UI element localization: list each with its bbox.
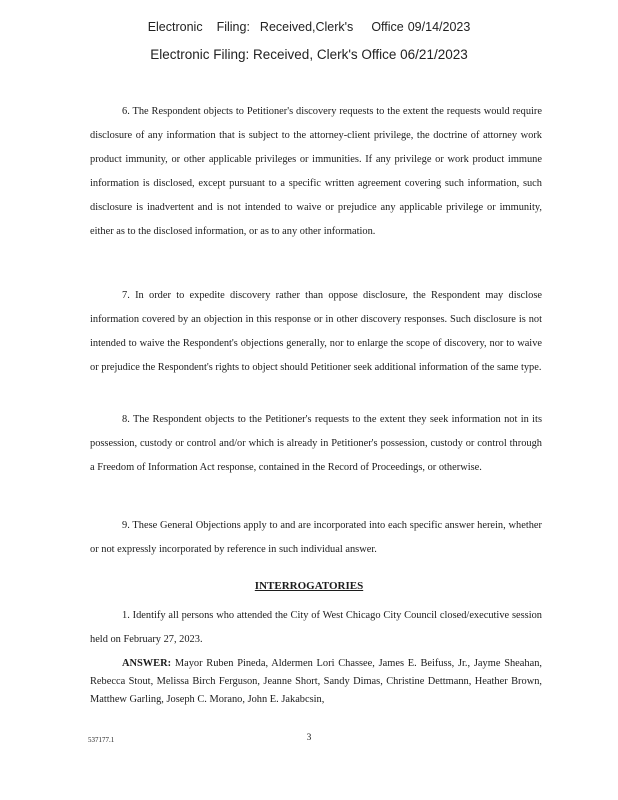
stamp-date: 09/14/2023 <box>407 20 471 34</box>
answer-text: Mayor Ruben Pineda, Aldermen Lori Chassee, James E. Beifuss, Jr., Jayme Sheahan, Rebecca Stout, Melissa Birch Ferguson, Jeanne Short, Sandy Dimas, Christine Dettmann, Heather Brown, Matthew Garling, Joseph C. Morano, John E. Jakabcsin, <box>90 658 542 705</box>
paragraph-9: 9. These General Objections apply to and are incorporated into each specific answer herein, whether or not expressly incorporated by reference in such individual answer. <box>90 520 542 555</box>
stamp-word: Received,Clerk's <box>259 20 354 34</box>
filing-stamp-top <box>0 20 618 34</box>
filing-stamp-second: Electronic Filing: Received, Clerk's Office 06/21/2023 <box>150 47 468 62</box>
stamp-word: Office <box>371 20 404 34</box>
interrogatory-1: 1. Identify all persons who attended the City of West Chicago City Council closed/executive session held on February 27, 2023. <box>90 610 542 645</box>
answer-1 <box>90 655 542 709</box>
document-number: 537177.1 <box>88 736 115 744</box>
stamp-word: Filing: <box>216 20 250 34</box>
paragraph-6: 6. The Respondent objects to Petitioner's discovery requests to the extent the requests would require disclosure of any information that is subject to the attorney-client privilege, the doctrine of attorney work product immunity, or other applicable privileges or immunities. If any privilege or work product immune information is disclosed, except pursuant to a specific written agreement covering such information, such disclosure is inadvertent and is not intended to waive or prejudice any applicable privilege or immunity, either as to the disclosed information, or as to any other information. <box>90 106 542 237</box>
paragraph-7: 7. In order to expedite discovery rather than oppose disclosure, the Respondent may disclose information covered by an objection in this response or in other discovery responses. Such disclosure is not intended to waive the Respondent's objections generally, nor to enlarge the scope of discovery, nor to waive or prejudice the Respondent's rights to object should Petitioner seek additional information of the same type. <box>90 290 542 373</box>
stamp-word: Electronic <box>147 20 203 34</box>
page-number: 3 <box>306 733 312 743</box>
answer-label: ANSWER: <box>122 658 172 669</box>
paragraph-8: 8. The Respondent objects to the Petitioner's requests to the extent they seek information not in its possession, custody or control and/or which is already in Petitioner's possession, custody or control through a Freedom of Information Act response, contained in the Record of Proceedings, or otherwise. <box>90 414 542 473</box>
interrogatories-heading: INTERROGATORIES <box>254 580 364 592</box>
